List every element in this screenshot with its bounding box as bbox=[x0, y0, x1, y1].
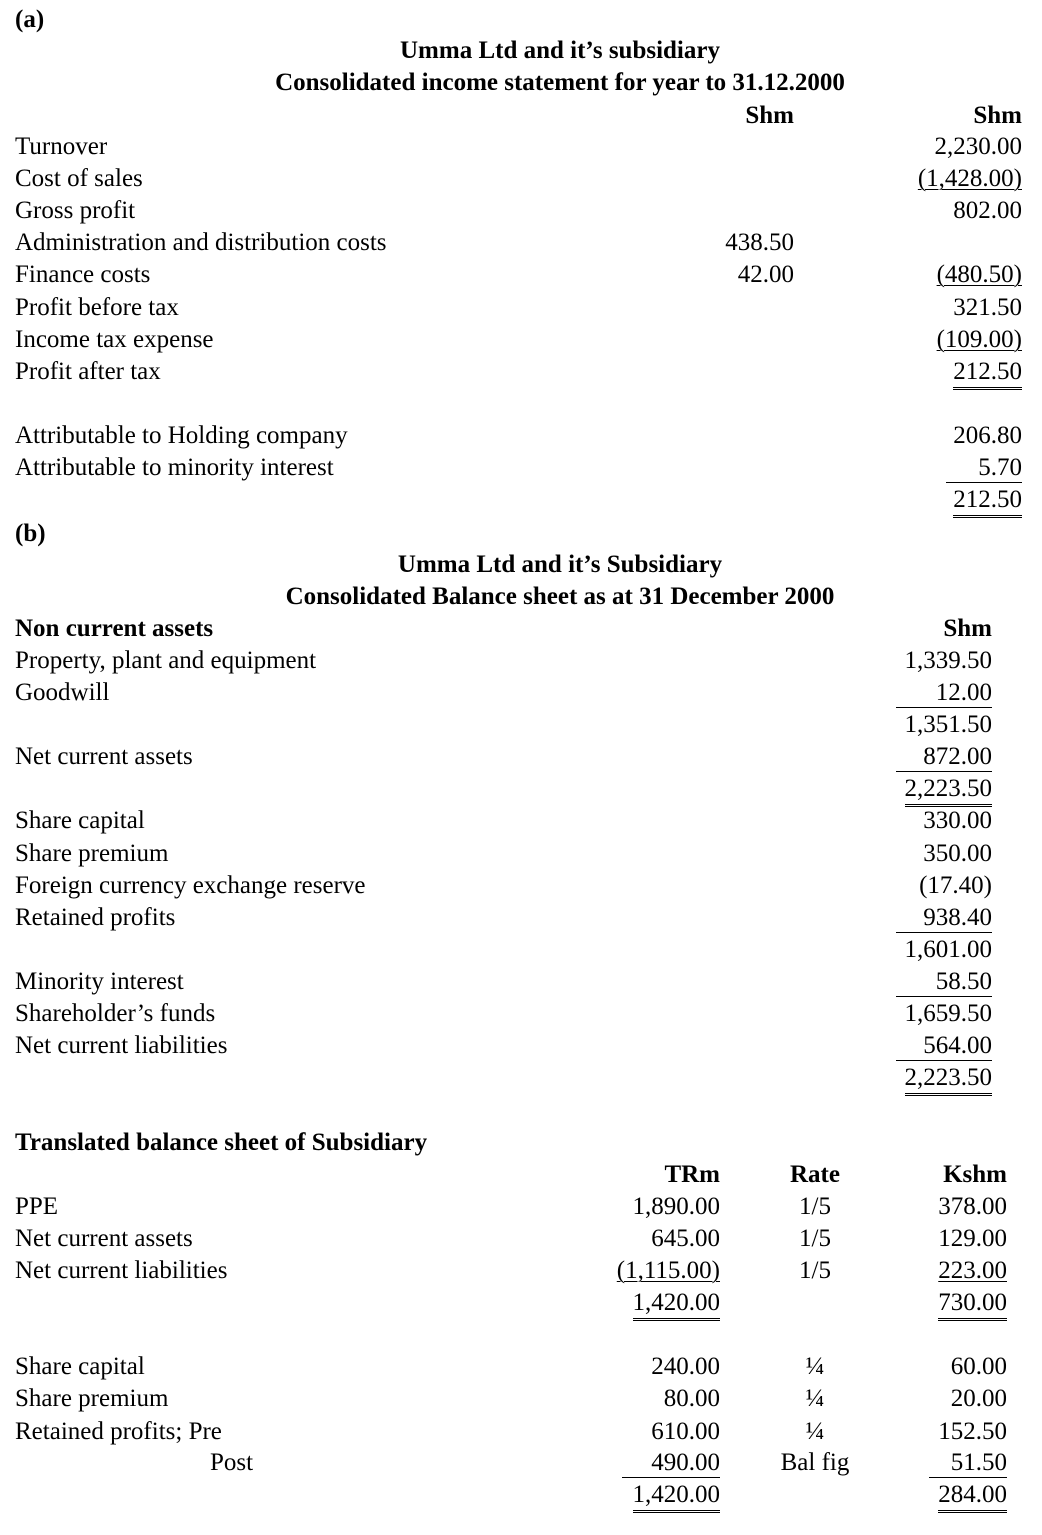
row-value: (480.50) bbox=[936, 261, 1022, 288]
translated-trm: 80.00 bbox=[663, 1385, 720, 1412]
equity-label: Share capital bbox=[15, 807, 145, 834]
translated-kshm: 378.00 bbox=[938, 1193, 1007, 1220]
row-label: Cost of sales bbox=[15, 165, 143, 192]
equity-value: 350.00 bbox=[923, 840, 992, 867]
row-value: 212.50 bbox=[953, 358, 1022, 390]
translated-trm: 645.00 bbox=[651, 1225, 720, 1252]
row-label: Profit after tax bbox=[15, 358, 161, 385]
equity-label: Share premium bbox=[15, 840, 169, 867]
kshm-header: Kshm bbox=[943, 1161, 1007, 1188]
equity-label: Retained profits bbox=[15, 904, 176, 931]
row-value-col1: 42.00 bbox=[737, 261, 794, 288]
translated-row-label: Retained profits; Pre bbox=[15, 1418, 222, 1445]
translated-kshm: 223.00 bbox=[938, 1257, 1007, 1284]
row-value: (109.00) bbox=[936, 326, 1022, 353]
minority-value: 58.50 bbox=[896, 968, 992, 997]
col1-header: Shm bbox=[745, 102, 794, 129]
equity-value: (17.40) bbox=[919, 872, 992, 899]
translated-kshm: 51.50 bbox=[929, 1449, 1007, 1478]
row-value: 802.00 bbox=[953, 197, 1022, 224]
translated-row-label: Net current assets bbox=[15, 1225, 193, 1252]
translated-kshm: 60.00 bbox=[950, 1353, 1007, 1380]
goodwill-label: Goodwill bbox=[15, 679, 110, 706]
section-header: Non current assets bbox=[15, 615, 214, 642]
row-label: Turnover bbox=[15, 133, 108, 160]
col2-header: Shm bbox=[973, 102, 1022, 129]
equity-total: 1,601.00 bbox=[904, 936, 992, 963]
translated-trm: 1,890.00 bbox=[632, 1193, 720, 1220]
attrib-value: 206.80 bbox=[953, 422, 1022, 449]
attrib-value: 5.70 bbox=[946, 454, 1022, 483]
minority-label: Minority interest bbox=[15, 968, 184, 995]
translated-title: Translated balance sheet of Subsidiary bbox=[15, 1129, 428, 1156]
translated-rate: 1/5 bbox=[799, 1193, 831, 1220]
trm-header: TRm bbox=[664, 1161, 720, 1188]
goodwill-value: 12.00 bbox=[896, 679, 992, 708]
translated-rate: 1/5 bbox=[799, 1257, 831, 1284]
row-value-col1: 438.50 bbox=[725, 229, 794, 256]
attrib-label: Attributable to Holding company bbox=[15, 422, 348, 449]
bs-col-header: Shm bbox=[943, 615, 992, 642]
row-value: 2,230.00 bbox=[934, 133, 1022, 160]
attrib-total: 212.50 bbox=[953, 486, 1022, 518]
translated-rate: ¼ bbox=[805, 1353, 825, 1380]
translated-trm: 240.00 bbox=[651, 1353, 720, 1380]
ncl-value: 564.00 bbox=[896, 1032, 992, 1061]
income-statement-title-2: Consolidated income statement for year to 31.12.2000 bbox=[275, 69, 845, 96]
translated-rate: ¼ bbox=[805, 1418, 825, 1445]
net-current-assets-value: 872.00 bbox=[896, 743, 992, 772]
row-value: 321.50 bbox=[953, 294, 1022, 321]
translated-trm: (1,115.00) bbox=[616, 1257, 720, 1284]
shareholders-label: Shareholder’s funds bbox=[15, 1000, 216, 1027]
attrib-label: Attributable to minority interest bbox=[15, 454, 334, 481]
translated-row-label: Share premium bbox=[15, 1385, 169, 1412]
rate-header: Rate bbox=[790, 1161, 840, 1188]
translated-total-trm: 1,420.00 bbox=[633, 1289, 721, 1321]
part-b-label: (b) bbox=[15, 520, 46, 547]
net-current-assets-label: Net current assets bbox=[15, 743, 193, 770]
translated-row-label: PPE bbox=[15, 1193, 59, 1220]
translated-row-label-post: Post bbox=[210, 1449, 254, 1476]
row-label: Profit before tax bbox=[15, 294, 179, 321]
ncl-label: Net current liabilities bbox=[15, 1032, 228, 1059]
equity-value: 330.00 bbox=[923, 807, 992, 834]
balance-sheet-title-1: Umma Ltd and it’s Subsidiary bbox=[397, 551, 723, 578]
equity-value: 938.40 bbox=[896, 904, 992, 933]
translated-kshm: 152.50 bbox=[938, 1418, 1007, 1445]
translated-total2-trm: 1,420.00 bbox=[633, 1481, 721, 1513]
translated-row-label: Net current liabilities bbox=[15, 1257, 228, 1284]
row-value: (1,428.00) bbox=[917, 165, 1022, 192]
translated-trm: 490.00 bbox=[622, 1449, 720, 1478]
translated-kshm: 129.00 bbox=[938, 1225, 1007, 1252]
part-a-label: (a) bbox=[15, 6, 45, 33]
total-assets: 2,223.50 bbox=[905, 775, 993, 807]
translated-rate: ¼ bbox=[805, 1385, 825, 1412]
ppe-value: 1,339.50 bbox=[904, 647, 992, 674]
income-statement-title-1: Umma Ltd and it’s subsidiary bbox=[400, 37, 720, 64]
row-label: Administration and distribution costs bbox=[15, 229, 387, 256]
translated-total2-kshm: 284.00 bbox=[938, 1481, 1007, 1513]
grand-total: 2,223.50 bbox=[905, 1064, 993, 1096]
translated-kshm: 20.00 bbox=[950, 1385, 1007, 1412]
translated-trm: 610.00 bbox=[651, 1418, 720, 1445]
translated-rate: Bal fig bbox=[780, 1449, 850, 1476]
equity-label: Foreign currency exchange reserve bbox=[15, 872, 366, 899]
translated-row-label: Share capital bbox=[15, 1353, 145, 1380]
ppe-label: Property, plant and equipment bbox=[15, 647, 317, 674]
balance-sheet-title-2: Consolidated Balance sheet as at 31 December 2000 bbox=[285, 583, 835, 610]
translated-total-kshm: 730.00 bbox=[938, 1289, 1007, 1321]
row-label: Finance costs bbox=[15, 261, 151, 288]
nca-total: 1,351.50 bbox=[904, 711, 992, 738]
row-label: Gross profit bbox=[15, 197, 136, 224]
shareholders-value: 1,659.50 bbox=[904, 1000, 992, 1027]
row-label: Income tax expense bbox=[15, 326, 214, 353]
translated-rate: 1/5 bbox=[799, 1225, 831, 1252]
